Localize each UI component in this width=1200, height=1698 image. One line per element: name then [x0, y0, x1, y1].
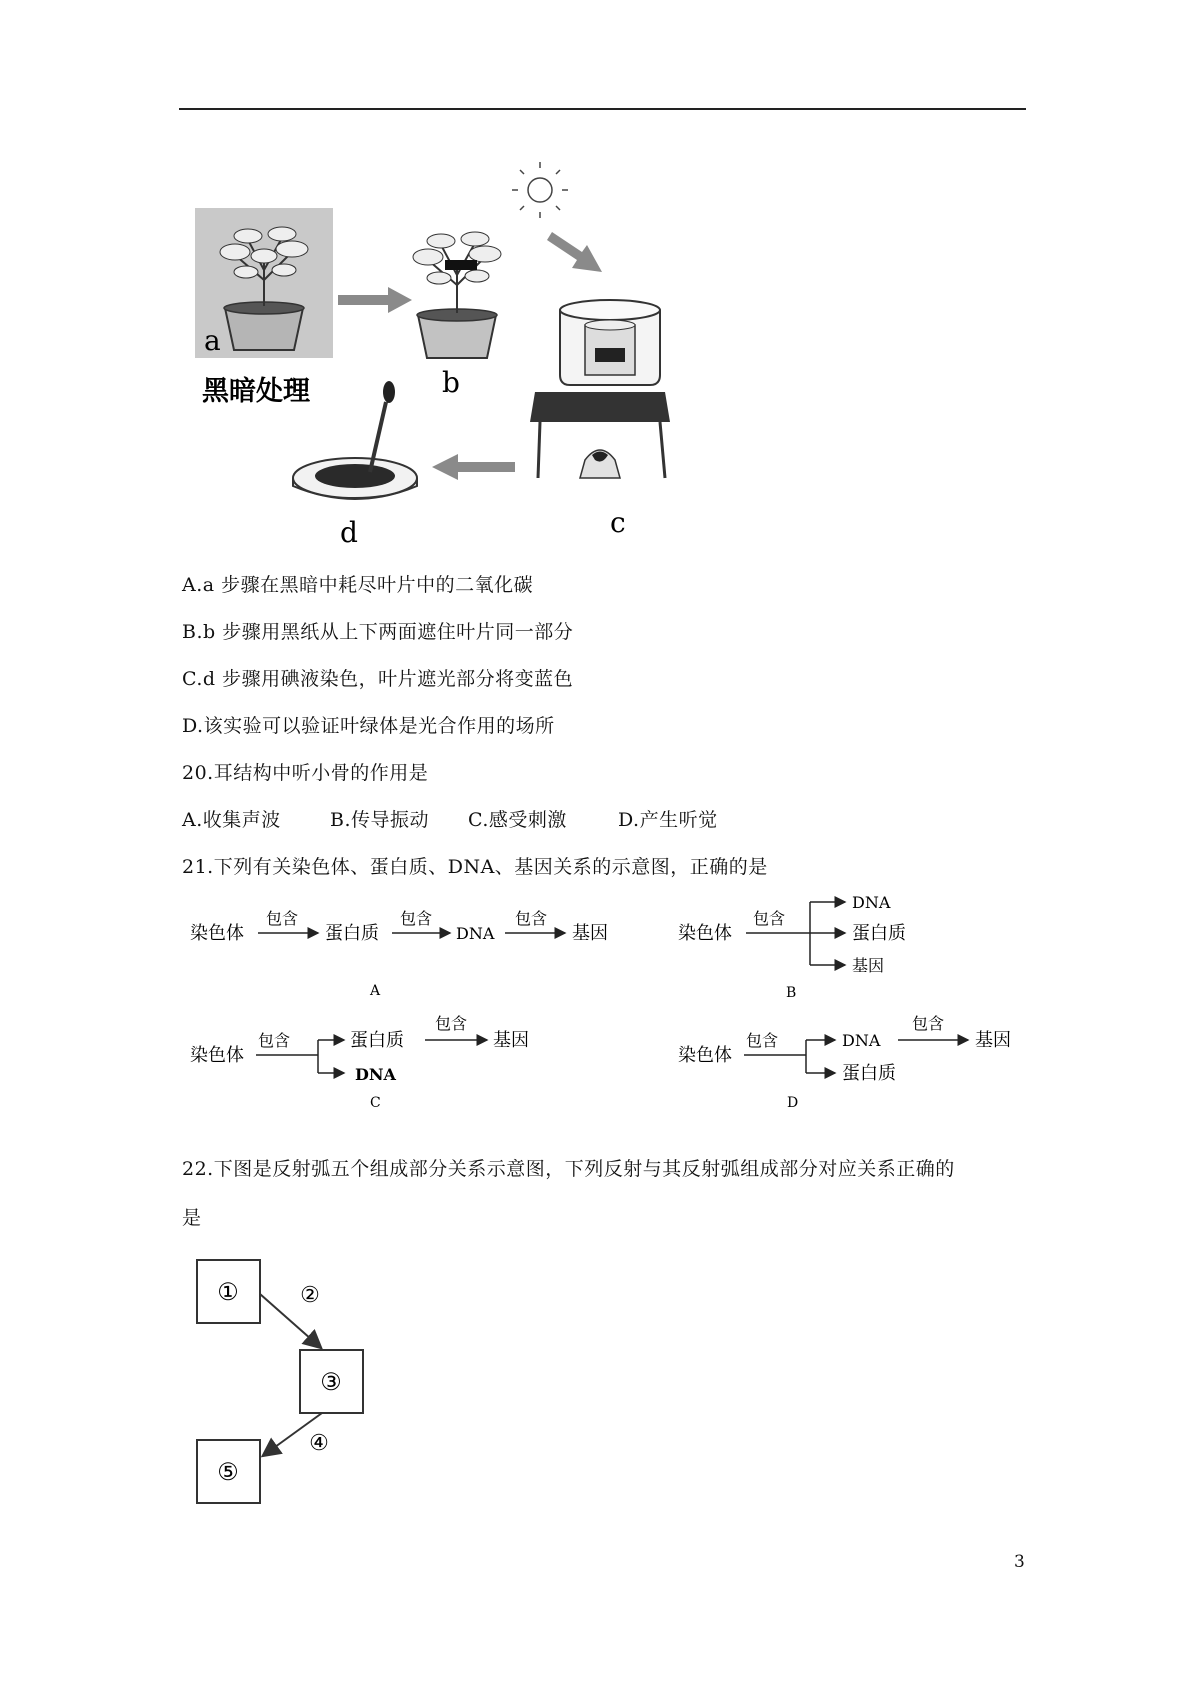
plant-b-icon	[413, 232, 501, 358]
diagram-d	[678, 1014, 1011, 1111]
diagram-b	[678, 893, 906, 1001]
c-chromosome: 染色体	[190, 1045, 244, 1066]
label-c: c	[610, 506, 626, 539]
q19-option-d: D.该实验可以验证叶绿体是光合作用的场所	[182, 715, 555, 737]
petri-dish-icon	[293, 458, 417, 499]
a-contains-3: 包含	[515, 909, 548, 928]
arrow-a-to-b	[338, 287, 412, 313]
diagram-a	[190, 909, 608, 999]
d-contains-1: 包含	[746, 1031, 779, 1050]
reflex-part-3: ③	[320, 1368, 342, 1396]
q20-option-b: B.传导振动	[330, 809, 430, 831]
q19-option-c: C.d 步骤用碘液染色，叶片遮光部分将变蓝色	[182, 668, 574, 690]
d-gene: 基因	[975, 1030, 1011, 1051]
d-label: D	[787, 1095, 799, 1111]
header-rule	[179, 108, 1026, 110]
c-contains-2: 包含	[435, 1014, 468, 1033]
a-chromosome: 染色体	[190, 923, 244, 944]
a-contains-1: 包含	[266, 909, 299, 928]
a-dna: DNA	[456, 924, 495, 943]
dropper-icon	[370, 381, 395, 472]
reflex-part-1: ①	[217, 1278, 239, 1306]
q20-option-c: C.感受刺激	[468, 809, 567, 831]
b-dna: DNA	[852, 893, 891, 912]
arrow-b-to-c	[547, 232, 602, 272]
dark-treatment-label: 黑暗处理	[202, 376, 310, 407]
a-contains-2: 包含	[400, 909, 433, 928]
b-chromosome: 染色体	[678, 923, 732, 944]
sun-icon	[512, 162, 568, 218]
arrow-c-to-d	[432, 454, 515, 480]
q21-stem: 21.下列有关染色体、蛋白质、DNA、基因关系的示意图，正确的是	[182, 856, 768, 878]
reflex-arc-diagram	[190, 1250, 390, 1510]
b-protein: 蛋白质	[852, 923, 906, 944]
d-protein: 蛋白质	[842, 1063, 896, 1084]
photosynthesis-experiment-figure	[190, 160, 710, 550]
b-gene: 基因	[852, 956, 885, 975]
q20-option-a: A.收集声波	[182, 809, 281, 831]
c-gene: 基因	[493, 1030, 529, 1051]
d-contains-2: 包含	[912, 1014, 945, 1033]
diagram-c	[190, 1014, 529, 1111]
q19-option-a: A.a 步骤在黑暗中耗尽叶片中的二氧化碳	[182, 574, 534, 596]
q20-option-d: D.产生听觉	[618, 809, 718, 831]
water-bath-apparatus-icon	[530, 300, 670, 478]
b-label: B	[786, 985, 797, 1001]
label-b: b	[442, 366, 460, 399]
q22-stem-line2: 是	[182, 1207, 202, 1229]
chromosome-relation-diagrams	[180, 880, 1040, 1140]
reflex-part-2: ②	[300, 1283, 320, 1308]
reflex-part-4: ④	[309, 1431, 329, 1456]
q20-stem: 20.耳结构中听小骨的作用是	[182, 762, 429, 784]
b-contains: 包含	[753, 909, 786, 928]
black-paper-cover	[445, 260, 477, 270]
page-number: 3	[1014, 1552, 1025, 1572]
label-a: a	[204, 324, 221, 357]
d-chromosome: 染色体	[678, 1045, 732, 1066]
a-label: A	[370, 983, 381, 999]
c-protein: 蛋白质	[350, 1030, 404, 1051]
q22-stem-line1: 22.下图是反射弧五个组成部分关系示意图，下列反射与其反射弧组成部分对应关系正确的	[182, 1158, 955, 1180]
c-label: C	[370, 1095, 381, 1111]
q19-option-b: B.b 步骤用黑纸从上下两面遮住叶片同一部分	[182, 621, 574, 643]
a-protein: 蛋白质	[325, 923, 379, 944]
a-gene: 基因	[572, 923, 608, 944]
reflex-part-5: ⑤	[217, 1458, 239, 1486]
c-contains-1: 包含	[258, 1031, 291, 1050]
c-dna: DNA	[355, 1065, 396, 1084]
label-d: d	[340, 516, 358, 549]
d-dna: DNA	[842, 1031, 881, 1050]
